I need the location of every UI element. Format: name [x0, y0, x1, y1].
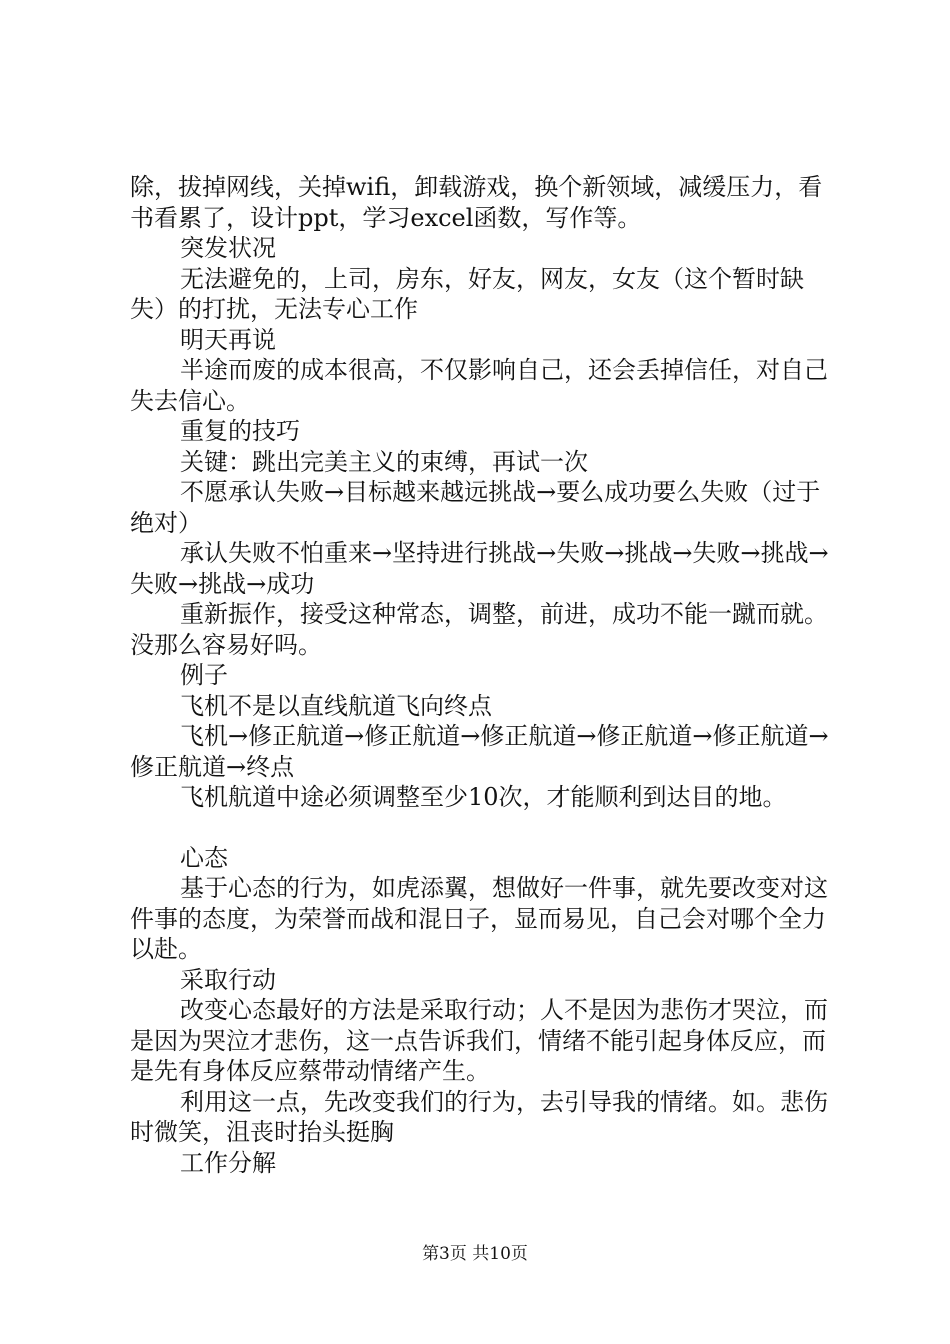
document-body	[130, 172, 835, 1178]
paragraph-8: 飞机不是以直线航道飞向终点	[180, 691, 492, 720]
heading-sudden-situation: 突发状况	[180, 234, 276, 262]
paragraph-6: 承认失败不怕重来→坚持进行挑战→失败→挑战→失败→挑战→失败→挑战→成功	[130, 539, 829, 598]
paragraph-3: 半途而废的成本很高，不仅影响自己，还会丢掉信任，对自己失去信心。	[130, 356, 828, 415]
paragraph-2: 无法避免的，上司，房东，好友，网友，女友（这个暂时缺失）的打扰，无法专心工作	[130, 264, 804, 323]
paragraph-7: 重新振作，接受这种常态，调整，前进，成功不能一蹴而就。没那么容易好吗。	[130, 600, 828, 659]
heading-work-breakdown: 工作分解	[180, 1148, 276, 1177]
heading-repeat-skill: 重复的技巧	[180, 417, 300, 445]
page-number-footer: 第3页 共10页	[422, 1244, 528, 1264]
heading-tomorrow: 明天再说	[180, 325, 276, 354]
paragraph-1: 除，拔掉网线，关掉wifi，卸载游戏，换个新领域，减缓压力，看书看累了，设计ppt，学习excel函数，写作等。	[130, 173, 823, 232]
paragraph-9: 飞机→修正航道→修正航道→修正航道→修正航道→修正航道→修正航道→终点	[130, 722, 829, 781]
paragraph-12: 改变心态最好的方法是采取行动；人不是因为悲伤才哭泣，而是因为哭泣才悲伤，这一点告诉我们，情绪不能引起身体反应，而是先有身体反应蔡带动情绪产生。	[130, 996, 828, 1085]
paragraph-5: 不愿承认失败→目标越来越远挑战→要么成功要么失败（过于绝对）	[130, 478, 821, 537]
paragraph-10: 飞机航道中途必须调整至少10次，才能顺利到达目的地。	[180, 783, 787, 811]
paragraph-13: 利用这一点，先改变我们的行为，去引导我的情绪。如。悲伤时微笑，沮丧时抬头挺胸	[130, 1087, 828, 1146]
heading-take-action: 采取行动	[180, 965, 276, 994]
blank-line	[130, 813, 835, 843]
paragraph-4: 关键：跳出完美主义的束缚，再试一次	[180, 447, 588, 476]
heading-example: 例子	[180, 661, 228, 689]
paragraph-11: 基于心态的行为，如虎添翼，想做好一件事，就先要改变对这件事的态度，为荣誉而战和混日子，显而易见，自己会对哪个全力以赴。	[130, 874, 828, 963]
heading-mindset: 心态	[180, 843, 228, 872]
